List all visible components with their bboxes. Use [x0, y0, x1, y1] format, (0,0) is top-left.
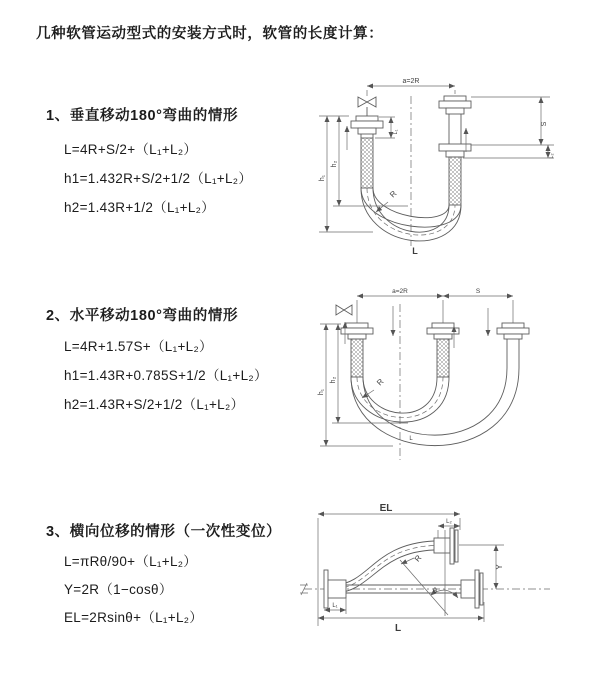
valve-icon: [358, 97, 376, 116]
angle-label: θ: [433, 588, 437, 595]
section-2-formula-L: L=4R+1.57S+（L₁+L₂）: [64, 339, 213, 354]
fitting-left-label: L₁: [332, 603, 338, 609]
fitting-right-label: L₂: [446, 519, 452, 525]
diagram-vertical-180-bend: [303, 66, 595, 262]
left-hose-braid: [361, 138, 373, 188]
radius-label: R: [388, 189, 399, 200]
h1-label: h₁: [319, 174, 326, 182]
valve-icon: [336, 305, 352, 315]
dimension-stroke-S: [471, 97, 554, 145]
top-span-label: a=2R: [392, 288, 408, 295]
fitting-right-label: L₂: [549, 153, 555, 159]
diagram-lateral-displacement: [298, 500, 600, 652]
dimension-EL: [318, 503, 460, 626]
radius-label: R: [375, 377, 386, 388]
section-1-formula-h2: h2=1.43R+1/2（L₁+L₂）: [64, 200, 215, 215]
radius-label: R: [412, 553, 424, 564]
right-end-fitting: [497, 323, 529, 368]
lower-right-flange: [461, 570, 483, 608]
section-2-formula-h2: h2=1.43R+S/2+1/2（L₁+L₂）: [64, 397, 245, 412]
stroke-label: S: [475, 288, 481, 295]
top-span-label: a=2R: [402, 78, 420, 85]
section-2-formula-h1: h1=1.43R+0.785S+1/2（L₁+L₂）: [64, 368, 268, 383]
right-hose-braid: [449, 157, 461, 205]
left-end-fitting: [341, 323, 373, 377]
length-label: L: [409, 436, 413, 442]
Y-label: Y: [495, 564, 504, 570]
section-2-heading: 2、水平移动180°弯曲的情形: [46, 308, 239, 324]
dimension-top-span: [367, 78, 455, 96]
EL-label: EL: [379, 503, 393, 514]
length-label: L: [394, 623, 402, 634]
stroke-label: S: [541, 121, 548, 127]
section-3-formula-L: L=πRθ/90+（L₁+L₂）: [64, 554, 198, 569]
page-title: 几种软管运动型式的安装方式时，软管的长度计算：: [36, 26, 384, 42]
diagram-horizontal-180-bend: [308, 280, 596, 468]
left-end-fitting: [351, 116, 383, 138]
section-1-formula-L: L=4R+S/2+（L₁+L₂）: [64, 142, 198, 157]
section-3-formula-Y: Y=2R（1−cosθ）: [64, 582, 173, 597]
section-3-heading: 3、横向位移的情形（一次性变位）: [46, 524, 282, 540]
fitting-left-label: L₁: [393, 129, 399, 135]
length-label: L: [412, 246, 418, 256]
dimension-top-span: [357, 288, 513, 323]
section-1-formula-h1: h1=1.432R+S/2+1/2（L₁+L₂）: [64, 171, 253, 186]
upper-flange: [434, 528, 458, 564]
h1-label: h₁: [318, 388, 325, 396]
section-3-formula-EL: EL=2Rsinθ+（L₁+L₂）: [64, 610, 204, 625]
h2-label: h₂: [330, 376, 337, 384]
section-1-heading: 1、垂直移动180°弯曲的情形: [46, 108, 239, 124]
radius-leader: [401, 553, 424, 564]
dimension-h2: [330, 324, 408, 423]
h2-label: h₂: [331, 160, 338, 168]
dimension-L: [318, 602, 484, 634]
dimension-fitting-right: [463, 145, 555, 159]
